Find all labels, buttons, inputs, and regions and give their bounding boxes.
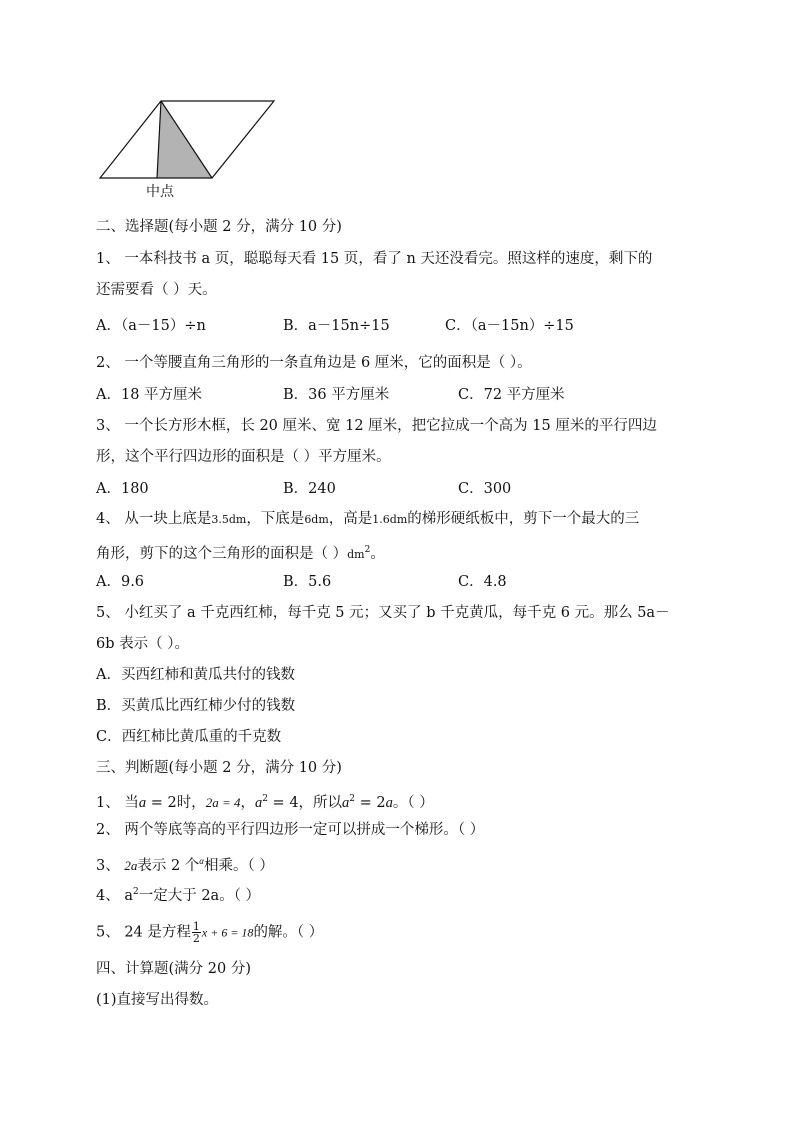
s2-q2-option-a: A．18 平方厘米 bbox=[96, 387, 203, 403]
s3-q1-sup1: 2 bbox=[262, 794, 268, 804]
s3-q1-eq1: = 2 bbox=[146, 794, 177, 811]
s2-q4-mid1: ，下底是 bbox=[246, 511, 305, 527]
s2-q2-option-b: B．36 平方厘米 bbox=[283, 387, 390, 403]
s2-q5-line2: 6b 表示（ ）。 bbox=[96, 636, 189, 652]
s3-q1-eq2: 2a = 4 bbox=[205, 794, 241, 810]
s3-q3-alpha: α bbox=[199, 856, 205, 866]
s2-q5-line1: 5、 小红买了 a 千克西红柿，每千克 5 元；又买了 b 千克黄瓜，每千克 6 元。那么 5a－ bbox=[96, 605, 670, 621]
s2-q4-bottom-base: 6dm bbox=[304, 513, 329, 526]
s2-q4-line2b: 。 bbox=[370, 545, 385, 562]
section2-title: 二、选择题(每小题 2 分，满分 10 分) bbox=[96, 219, 342, 235]
s2-q4-line2 bbox=[96, 541, 385, 564]
s2-q1-line2: 还需要看（ ）天。 bbox=[96, 282, 217, 298]
s3-q1-sep: ， bbox=[240, 794, 255, 811]
s3-q1-a-sq: a bbox=[254, 794, 263, 811]
s3-q1-suffix: 。（ ） bbox=[392, 794, 434, 811]
s2-q3-option-b: B．240 bbox=[283, 481, 336, 497]
s2-q5-option-c: C．西红柿比黄瓜重的千克数 bbox=[96, 729, 282, 745]
s2-q4-mid2: ，高是 bbox=[328, 511, 373, 527]
section4-sub1: (1)直接写出得数。 bbox=[96, 992, 219, 1008]
s3-q1-mid: 时， bbox=[176, 794, 206, 811]
s2-q4-line1 bbox=[96, 510, 639, 529]
s3-q3-2a: 2a bbox=[124, 857, 138, 873]
s2-q5-option-a: A．买西红柿和黄瓜共付的钱数 bbox=[96, 667, 295, 683]
s2-q3-line1: 3、 一个长方形木框，长 20 厘米、宽 12 厘米，把它拉成一个高为 15 厘米的平行四边 bbox=[96, 418, 657, 434]
s3-q1-mid2: ，所以 bbox=[298, 794, 343, 811]
s3-q1-eq4: = 2 bbox=[355, 794, 386, 811]
s3-q5-fraction-num: 1 bbox=[192, 920, 200, 933]
s3-q3-suffix: 相乘。（ ） bbox=[204, 857, 274, 874]
s2-q2-line1: 2、 一个等腰直角三角形的一条直角边是 6 厘米，它的面积是（ ）。 bbox=[96, 355, 532, 371]
s2-q2-option-c: C．72 平方厘米 bbox=[458, 387, 565, 403]
s2-q4-top-base: 3.5dm bbox=[211, 513, 247, 526]
s3-q5-equation: x + 6 = 18 bbox=[201, 925, 254, 940]
s2-q4-option-b: B．5.6 bbox=[283, 574, 332, 590]
s3-q4-sup: 2 bbox=[132, 887, 139, 897]
s2-q1-option-c: C．（a－15n）÷15 bbox=[445, 318, 574, 334]
s2-q5-option-b: B．买黄瓜比西红柿少付的钱数 bbox=[96, 698, 296, 714]
s3-q3 bbox=[96, 852, 274, 875]
s2-q4-line2a: 角形，剪下的这个三角形的面积是（ ） bbox=[96, 545, 348, 562]
s2-q1-line1: 1、 一本科技书 a 页，聪聪每天看 15 页，看了 n 天还没看完。照这样的速度，剩下的 bbox=[96, 251, 653, 267]
midpoint-label: 中点 bbox=[146, 184, 174, 200]
s2-q3-option-c: C．300 bbox=[458, 481, 512, 497]
s3-q5-suffix: 的解。（ ） bbox=[253, 924, 324, 941]
s2-q4-unit-sup: 2 bbox=[364, 545, 371, 555]
s3-q5-fraction bbox=[192, 921, 201, 944]
s3-q1-var-a: a bbox=[138, 794, 147, 811]
s3-q5-fraction-den: 2 bbox=[192, 932, 200, 945]
parallelogram-figure bbox=[96, 96, 280, 182]
s3-q3-prefix: 3、 bbox=[96, 857, 125, 874]
s3-q4-prefix: 4、 a bbox=[96, 887, 133, 904]
s3-q1-prefix: 1、 当 bbox=[96, 794, 139, 811]
s2-q4-prefix: 4、 从一块上底是 bbox=[96, 511, 212, 527]
s3-q4 bbox=[96, 883, 260, 905]
s2-q1-option-a: A．（a－15）÷n bbox=[96, 318, 206, 334]
section4-title: 四、计算题(满分 20 分) bbox=[96, 961, 251, 977]
s2-q4-option-c: C．4.8 bbox=[458, 574, 507, 590]
s2-q4-unit: dm bbox=[347, 547, 365, 561]
s2-q1-option-b: B．a－15n÷15 bbox=[283, 318, 390, 334]
s3-q1-sup2: 2 bbox=[349, 794, 356, 804]
s3-q1-a-sq2: a bbox=[342, 794, 350, 811]
s3-q1-var-a2: a bbox=[385, 794, 393, 811]
s3-q5 bbox=[96, 921, 323, 944]
s3-q1 bbox=[96, 790, 434, 812]
s3-q1-eq3: = 4 bbox=[267, 794, 299, 811]
s2-q4-height: 1.6dm bbox=[372, 513, 408, 526]
s2-q4-option-a: A．9.6 bbox=[96, 574, 145, 590]
s2-q3-line2: 形，这个平行四边形的面积是（ ）平方厘米。 bbox=[96, 449, 391, 465]
s3-q5-prefix: 5、 24 是方程 bbox=[96, 924, 191, 941]
s3-q2: 2、 两个等底等高的平行四边形一定可以拼成一个梯形。（ ） bbox=[96, 822, 485, 838]
s3-q3-mid: 表示 2 个 bbox=[137, 857, 200, 874]
s3-q4-suffix: 一定大于 2a。（ ） bbox=[138, 887, 261, 904]
s2-q4-suffix: 的梯形硬纸板中，剪下一个最大的三 bbox=[407, 511, 640, 527]
s2-q3-option-a: A．180 bbox=[96, 481, 149, 497]
section3-title: 三、判断题(每小题 2 分，满分 10 分) bbox=[96, 760, 342, 776]
